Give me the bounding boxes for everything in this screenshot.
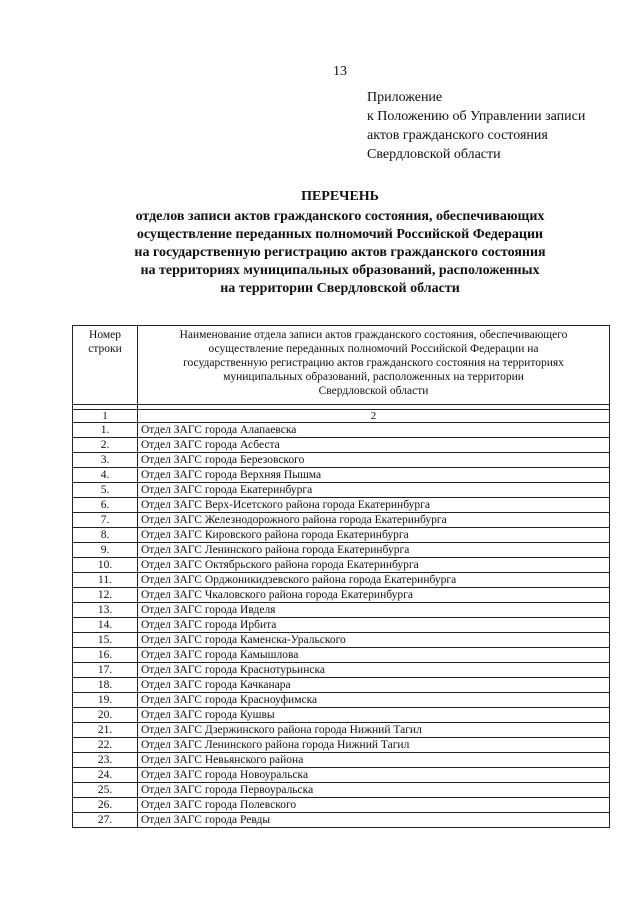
header-name-line: осуществление переданных полномочий Российской Федерации на [208, 343, 539, 355]
row-number: 13. [73, 603, 138, 618]
row-number: 27. [73, 813, 138, 828]
row-office-name: Отдел ЗАГС города Новоуральска [138, 768, 610, 783]
row-number: 17. [73, 663, 138, 678]
table-row [73, 543, 610, 558]
row-number: 25. [73, 783, 138, 798]
table-row [73, 648, 610, 663]
column-number-1: 1 [73, 410, 138, 423]
row-office-name: Отдел ЗАГС Верх-Исетского района города Екатеринбурга [138, 498, 610, 513]
row-office-name: Отдел ЗАГС города Ивделя [138, 603, 610, 618]
row-number: 20. [73, 708, 138, 723]
table-row [73, 738, 610, 753]
row-number: 23. [73, 753, 138, 768]
row-office-name: Отдел ЗАГС Ленинского района города Нижний Тагил [138, 738, 610, 753]
table-row [73, 513, 610, 528]
row-number: 3. [73, 453, 138, 468]
table-row [73, 483, 610, 498]
row-office-name: Отдел ЗАГС города Полевского [138, 798, 610, 813]
row-number: 22. [73, 738, 138, 753]
row-office-name: Отдел ЗАГС Дзержинского района города Нижний Тагил [138, 723, 610, 738]
table-row [73, 768, 610, 783]
title-line: на государственную регистрацию актов гражданского состояния [134, 245, 546, 260]
header-name-line: Наименование отдела записи актов гражданского состояния, обеспечивающего [179, 329, 568, 341]
appendix-line: Свердловской области [367, 147, 501, 162]
appendix-note [367, 88, 585, 164]
table-row [73, 468, 610, 483]
table-row [73, 633, 610, 648]
table-row [73, 723, 610, 738]
table-row [73, 693, 610, 708]
table-row [73, 708, 610, 723]
row-office-name: Отдел ЗАГС города Кушвы [138, 708, 610, 723]
row-office-name: Отдел ЗАГС Орджоникидзевского района города Екатеринбурга [138, 573, 610, 588]
table-row [73, 783, 610, 798]
title-line: на территориях муниципальных образований, расположенных [140, 263, 540, 278]
title-line: отделов записи актов гражданского состояния, обеспечивающих [135, 209, 545, 224]
row-number: 16. [73, 648, 138, 663]
row-office-name: Отдел ЗАГС Чкаловского района города Екатеринбурга [138, 588, 610, 603]
header-number-line: строки [88, 343, 122, 355]
table-body [73, 423, 610, 828]
table-row [73, 798, 610, 813]
appendix-line: актов гражданского состояния [367, 128, 548, 143]
row-office-name: Отдел ЗАГС Ленинского района города Екатеринбурга [138, 543, 610, 558]
row-number: 1. [73, 423, 138, 438]
row-office-name: Отдел ЗАГС Кировского района города Екатеринбурга [138, 528, 610, 543]
row-office-name: Отдел ЗАГС города Верхняя Пышма [138, 468, 610, 483]
row-number: 10. [73, 558, 138, 573]
row-office-name: Отдел ЗАГС города Ирбита [138, 618, 610, 633]
table-row [73, 573, 610, 588]
registry-table [72, 325, 610, 828]
row-office-name: Отдел ЗАГС города Березовского [138, 453, 610, 468]
row-office-name: Отдел ЗАГС города Асбеста [138, 438, 610, 453]
row-number: 19. [73, 693, 138, 708]
row-number: 5. [73, 483, 138, 498]
page-number: 13 [333, 64, 347, 79]
header-name-line: государственную регистрацию актов гражданского состояния на территориях [183, 357, 564, 369]
header-number-cell [73, 326, 138, 405]
row-number: 7. [73, 513, 138, 528]
appendix-line: к Положению об Управлении записи [367, 109, 586, 124]
table-row [73, 813, 610, 828]
table-row [73, 618, 610, 633]
row-office-name: Отдел ЗАГС города Алапаевска [138, 423, 610, 438]
row-office-name: Отдел ЗАГС города Красноуфимска [138, 693, 610, 708]
row-office-name: Отдел ЗАГС Октябрьского района города Екатеринбурга [138, 558, 610, 573]
table-row [73, 753, 610, 768]
title-heading: ПЕРЕЧЕНЬ [301, 189, 379, 204]
document-title [0, 188, 640, 298]
header-name-line: Свердловской области [318, 385, 429, 397]
row-number: 26. [73, 798, 138, 813]
row-number: 9. [73, 543, 138, 558]
table-row [73, 453, 610, 468]
table-row [73, 438, 610, 453]
row-number: 4. [73, 468, 138, 483]
row-office-name: Отдел ЗАГС города Екатеринбурга [138, 483, 610, 498]
row-number: 15. [73, 633, 138, 648]
table-row [73, 498, 610, 513]
row-office-name: Отдел ЗАГС города Ревды [138, 813, 610, 828]
row-number: 11. [73, 573, 138, 588]
row-number: 24. [73, 768, 138, 783]
row-office-name: Отдел ЗАГС города Каменска-Уральского [138, 633, 610, 648]
table-row [73, 558, 610, 573]
table-row [73, 663, 610, 678]
appendix-line: Приложение [367, 90, 443, 105]
header-name-cell [138, 326, 610, 405]
header-name-line: муниципальных образований, расположенных на территории [223, 371, 524, 383]
row-office-name: Отдел ЗАГС города Краснотурьинска [138, 663, 610, 678]
table-row [73, 588, 610, 603]
table-header-row [73, 326, 610, 405]
row-number: 8. [73, 528, 138, 543]
title-line: на территории Свердловской области [220, 281, 460, 296]
column-number-row [73, 410, 610, 423]
row-number: 6. [73, 498, 138, 513]
row-number: 12. [73, 588, 138, 603]
table-row [73, 528, 610, 543]
title-line: осуществление переданных полномочий Российской Федерации [136, 227, 544, 242]
table-row [73, 603, 610, 618]
row-office-name: Отдел ЗАГС Невьянского района [138, 753, 610, 768]
column-number-2: 2 [138, 410, 610, 423]
table-row [73, 423, 610, 438]
row-office-name: Отдел ЗАГС города Первоуральска [138, 783, 610, 798]
row-office-name: Отдел ЗАГС города Камышлова [138, 648, 610, 663]
row-office-name: Отдел ЗАГС города Качканара [138, 678, 610, 693]
row-number: 2. [73, 438, 138, 453]
row-number: 18. [73, 678, 138, 693]
row-office-name: Отдел ЗАГС Железнодорожного района города Екатеринбурга [138, 513, 610, 528]
header-number-line: Номер [89, 329, 121, 341]
table-row [73, 678, 610, 693]
row-number: 21. [73, 723, 138, 738]
row-number: 14. [73, 618, 138, 633]
